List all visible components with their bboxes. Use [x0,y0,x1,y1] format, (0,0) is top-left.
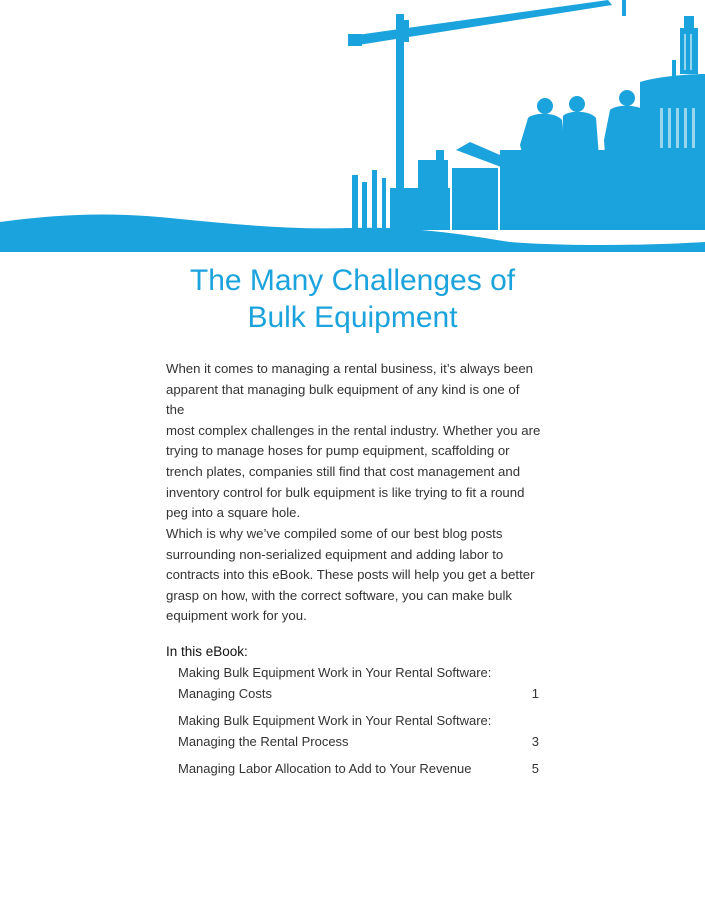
toc-entry-title-line-1: Making Bulk Equipment Work in Your Rental Software: [178,665,492,680]
toc-page-number: 5 [531,761,539,776]
toc-entry[interactable] [166,759,542,780]
paragraph-line: Which is why we’ve compiled some of our best blog posts [166,526,503,541]
toc-entry[interactable] [166,711,542,752]
toc-entry-title: Managing Labor Allocation to Add to Your Revenue [178,761,472,776]
paragraph-line: surrounding non-serialized equipment and adding labor to [166,546,504,562]
table-of-contents [166,663,542,780]
paragraph-line: trying to manage hoses for pump equipment, scaffolding or [166,443,510,459]
ebook-summary-paragraph [166,524,541,627]
title-line-1: The Many Challenges of [189,264,516,297]
paragraph-line: equipment work for you. [166,608,307,624]
toc-page-number: 3 [531,733,539,749]
toc-page-number: 1 [531,685,539,701]
title-line-2: Bulk Equipment [247,301,458,334]
paragraph-line: inventory control for bulk equipment is like trying to fit a round [166,484,525,500]
paragraph-line: grasp on how, with the correct software, you can make bulk [166,587,512,603]
crane-mast [396,14,404,204]
paragraph-line: peg into a square hole. [166,505,301,521]
page-title [0,262,705,336]
paragraph-line: contracts into this eBook. These posts will help you get a better [166,567,535,583]
paragraph-line: When it comes to managing a rental business, it’s always been [166,361,534,376]
toc-heading: In this eBook: [166,644,248,659]
intro-paragraph [166,359,541,524]
toc-entry-title-line-1: Making Bulk Equipment Work in Your Rental Software: [178,713,492,728]
paragraph-line: most complex challenges in the rental industry. Whether you are [166,422,541,438]
crane-jib [350,0,612,46]
toc-entry-title-line-2: Managing the Rental Process [178,733,349,749]
paragraph-line: apparent that managing bulk equipment of any kind is one of the [166,381,520,418]
toc-entry[interactable] [166,663,542,704]
toc-entry-title-line-2: Managing Costs [178,685,272,701]
paragraph-line: trench plates, companies still find that cost management and [166,463,521,479]
construction-skyline-illustration [0,0,705,252]
